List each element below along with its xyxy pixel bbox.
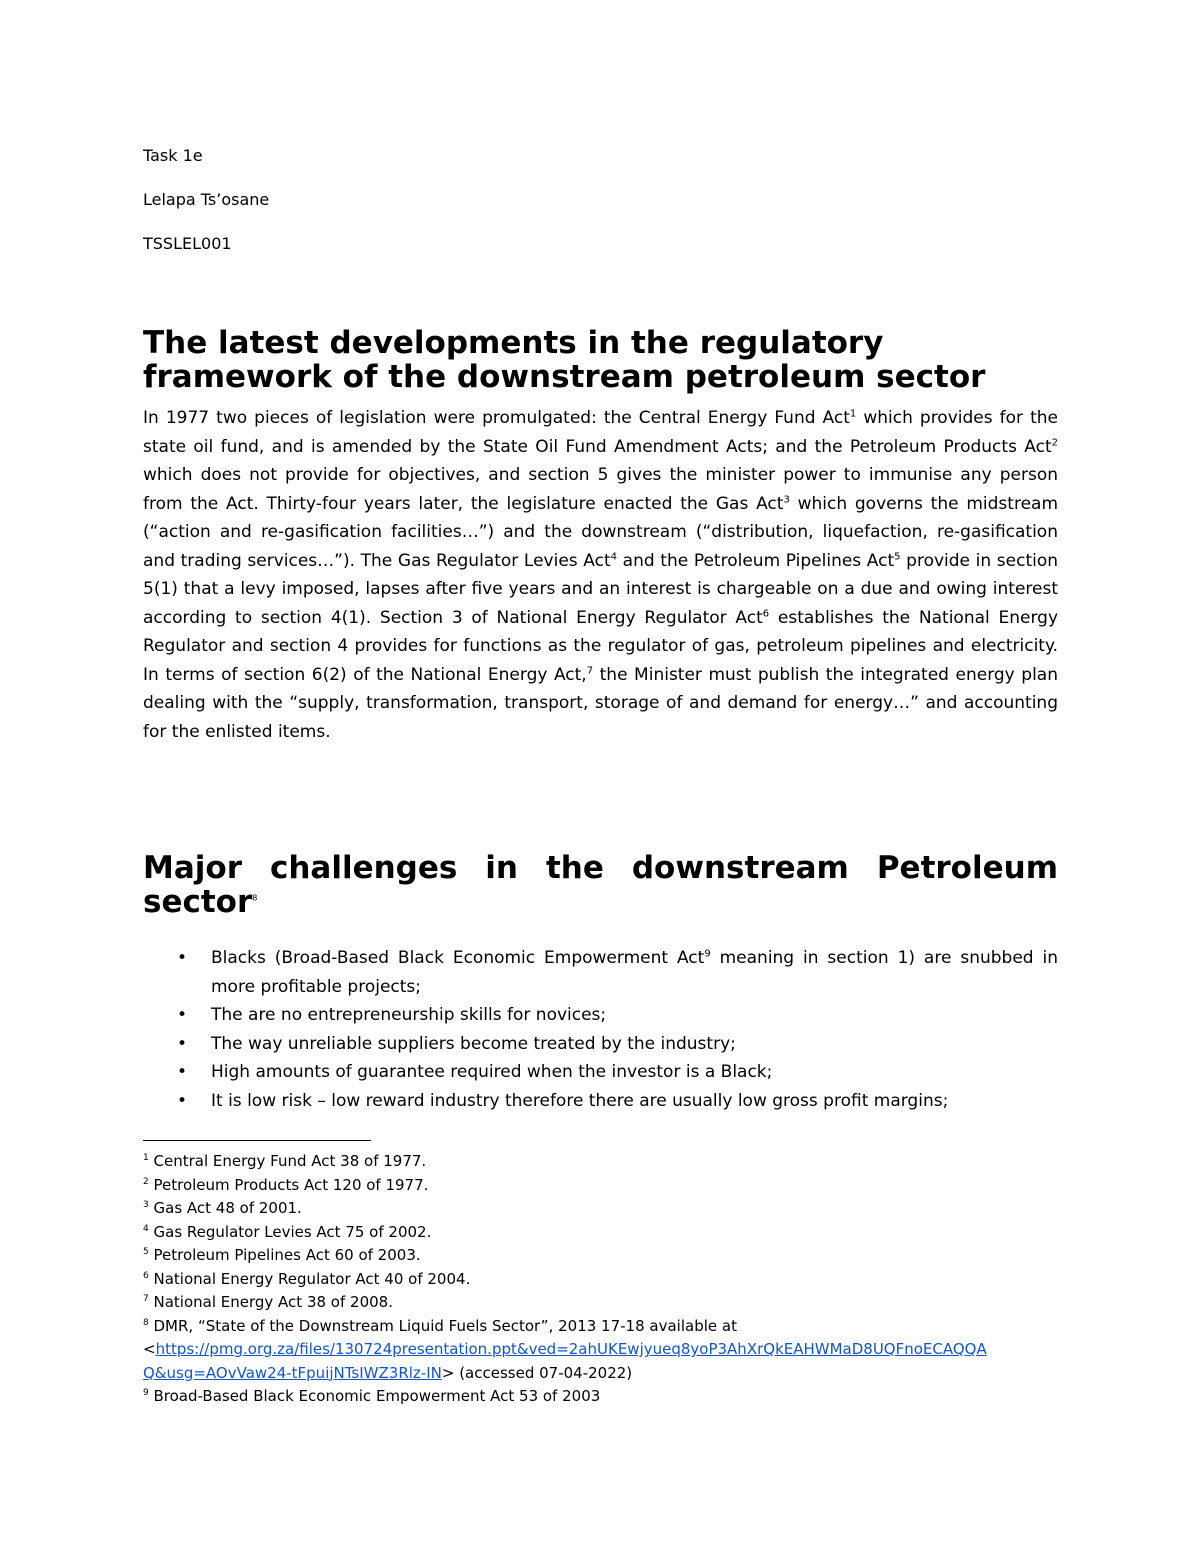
para-text: the Minister must publish the integrated energy plan dealing with the “supply, transformation, transport, storage of and demand for energy…” and accounting for the enlisted items. (143, 664, 1058, 742)
accessed-date: (accessed 07-04-2022) (454, 1363, 633, 1382)
list-item-text: The are no entrepreneurship skills for novices; (211, 1005, 607, 1025)
url-bracket: < (143, 1340, 156, 1358)
footnote-ref[interactable]: 7 (586, 664, 594, 676)
bullet-icon: • (177, 948, 188, 968)
footnote-text: DMR, “State of the Downstream Liquid Fuels Sector”, 2013 17-18 available at (148, 1316, 737, 1335)
section1-heading (143, 326, 1058, 394)
footnote-text: Gas Regulator Levies Act 75 of 2002. (148, 1222, 432, 1241)
footnote-text: Gas Act 48 of 2001. (148, 1199, 302, 1217)
footnotes (143, 1150, 1063, 1409)
footnote-ref[interactable]: 1 (849, 408, 857, 420)
section2-heading-line1: Major challenges in the downstream Petroleum (143, 850, 1058, 886)
footnote-number: 8 (143, 1317, 149, 1328)
footnote-text: Petroleum Products Act 120 of 1977. (148, 1175, 429, 1194)
footnote-ref[interactable]: 9 (704, 948, 711, 960)
section2-heading (143, 851, 1058, 919)
para-text: In 1977 two pieces of legislation were promulgated: the Central Energy Fund Act (143, 408, 850, 428)
task-label: Task 1e (143, 146, 203, 165)
footnote-text: Central Energy Fund Act 38 of 1977. (148, 1152, 427, 1170)
footnote-number: 9 (143, 1388, 149, 1398)
list-item (143, 1001, 1058, 1030)
section1-heading-line1: The latest developments in the regulatory (143, 325, 884, 361)
author-name: Lelapa Ts’osane (143, 190, 270, 209)
footnote-number: 6 (143, 1270, 149, 1281)
challenges-list (143, 944, 1058, 1115)
footnote-text: National Energy Act 38 of 2008. (148, 1293, 393, 1311)
para-text: which governs the midstream (“action and re-gasification facilities…”) and the downstream (“distribution, liquefaction, re-gasification and trading services…”). The Gas Regulator Levies Act (143, 493, 1059, 571)
list-item-text: meaning in section 1) are snubbed in more profitable projects; (211, 948, 1058, 997)
footnote-ref[interactable]: 8 (252, 893, 258, 903)
list-item (143, 944, 1058, 1001)
footnote-1 (143, 1150, 1063, 1174)
footnote-5 (143, 1244, 1063, 1268)
bullet-icon: • (177, 1062, 188, 1082)
footnote-7 (143, 1291, 1063, 1315)
footnote-number: 1 (143, 1153, 149, 1163)
footnote-ref[interactable]: 6 (762, 607, 770, 619)
list-item (143, 1030, 1058, 1059)
footnote-6 (143, 1268, 1063, 1292)
para-text: which does not provide for objectives, and section 5 gives the minister power to immunise any person from the Act. Thirty-four years later, the legislature enacted the Gas Act (143, 465, 1058, 514)
bullet-icon: • (177, 1090, 188, 1111)
footnote-4 (143, 1221, 1063, 1245)
section1-heading-line2: framework of the downstream petroleum sector (143, 359, 986, 395)
section1-paragraph (143, 404, 1058, 746)
para-text: which provides for the state oil fund, and is amended by the State Oil Fund Amendment Acts; and the Petroleum Products Act (143, 408, 1058, 457)
para-text: and the Petroleum Pipelines Act (617, 550, 895, 571)
footnote-3 (143, 1197, 1063, 1221)
footnote-number: 2 (143, 1176, 149, 1187)
list-item (143, 1087, 1058, 1116)
footnote-9 (143, 1385, 1063, 1409)
footnote-8 (143, 1315, 1063, 1386)
list-item-text: High amounts of guarantee required when the investor is a Black; (211, 1062, 773, 1082)
student-id: TSSLEL001 (143, 234, 232, 253)
footnote-number: 4 (143, 1223, 149, 1234)
source-link-line2: Q&usg=AOvVaw24-tFpuijNTsIWZ3Rlz-IN (143, 1363, 442, 1382)
footnote-text: Broad-Based Black Economic Empowerment Act 53 of 2003 (148, 1387, 601, 1405)
footnote-separator (143, 1140, 371, 1141)
footnote-number: 3 (143, 1200, 149, 1210)
list-item-text: It is low risk – low reward industry therefore there are usually low gross profit margins; (211, 1090, 949, 1111)
bullet-icon: • (177, 1005, 188, 1025)
footnote-text: Petroleum Pipelines Act 60 of 2003. (148, 1246, 421, 1264)
footnote-number: 5 (143, 1247, 149, 1257)
footnote-ref[interactable]: 3 (783, 493, 790, 505)
para-text: establishes the National Energy Regulator and section 4 provides for functions as the regulator of gas, petroleum pipelines and electricity. In terms of section 6(2) of the National Energy Act, (143, 607, 1058, 685)
bullet-icon: • (177, 1033, 188, 1054)
footnote-ref[interactable]: 2 (1051, 436, 1058, 448)
footnote-ref[interactable]: 5 (894, 550, 901, 562)
footnote-ref[interactable]: 4 (610, 550, 618, 562)
section2-heading-line2: sector (143, 884, 253, 920)
footnote-2 (143, 1174, 1063, 1198)
list-item (143, 1058, 1058, 1087)
source-link-line1: https://pmg.org.za/files/130724presentation.ppt&ved=2ahUKEwjyueq8yoP3AhXrQkEAHWMaD8UQFnoECAQQA (155, 1340, 987, 1358)
list-item-text: The way unreliable suppliers become treated by the industry; (211, 1033, 736, 1054)
footnote-text: National Energy Regulator Act 40 of 2004. (148, 1269, 471, 1288)
url-bracket: > (441, 1363, 455, 1382)
footnote-number: 7 (143, 1294, 149, 1304)
list-item-text: Blacks (Broad-Based Black Economic Empowerment Act (211, 948, 705, 968)
para-text: provide in section 5(1) that a levy imposed, lapses after five years and an interest is chargeable on a due and owing interest according to section 4(1). Section 3 of National Energy Regulator Act (143, 550, 1059, 628)
